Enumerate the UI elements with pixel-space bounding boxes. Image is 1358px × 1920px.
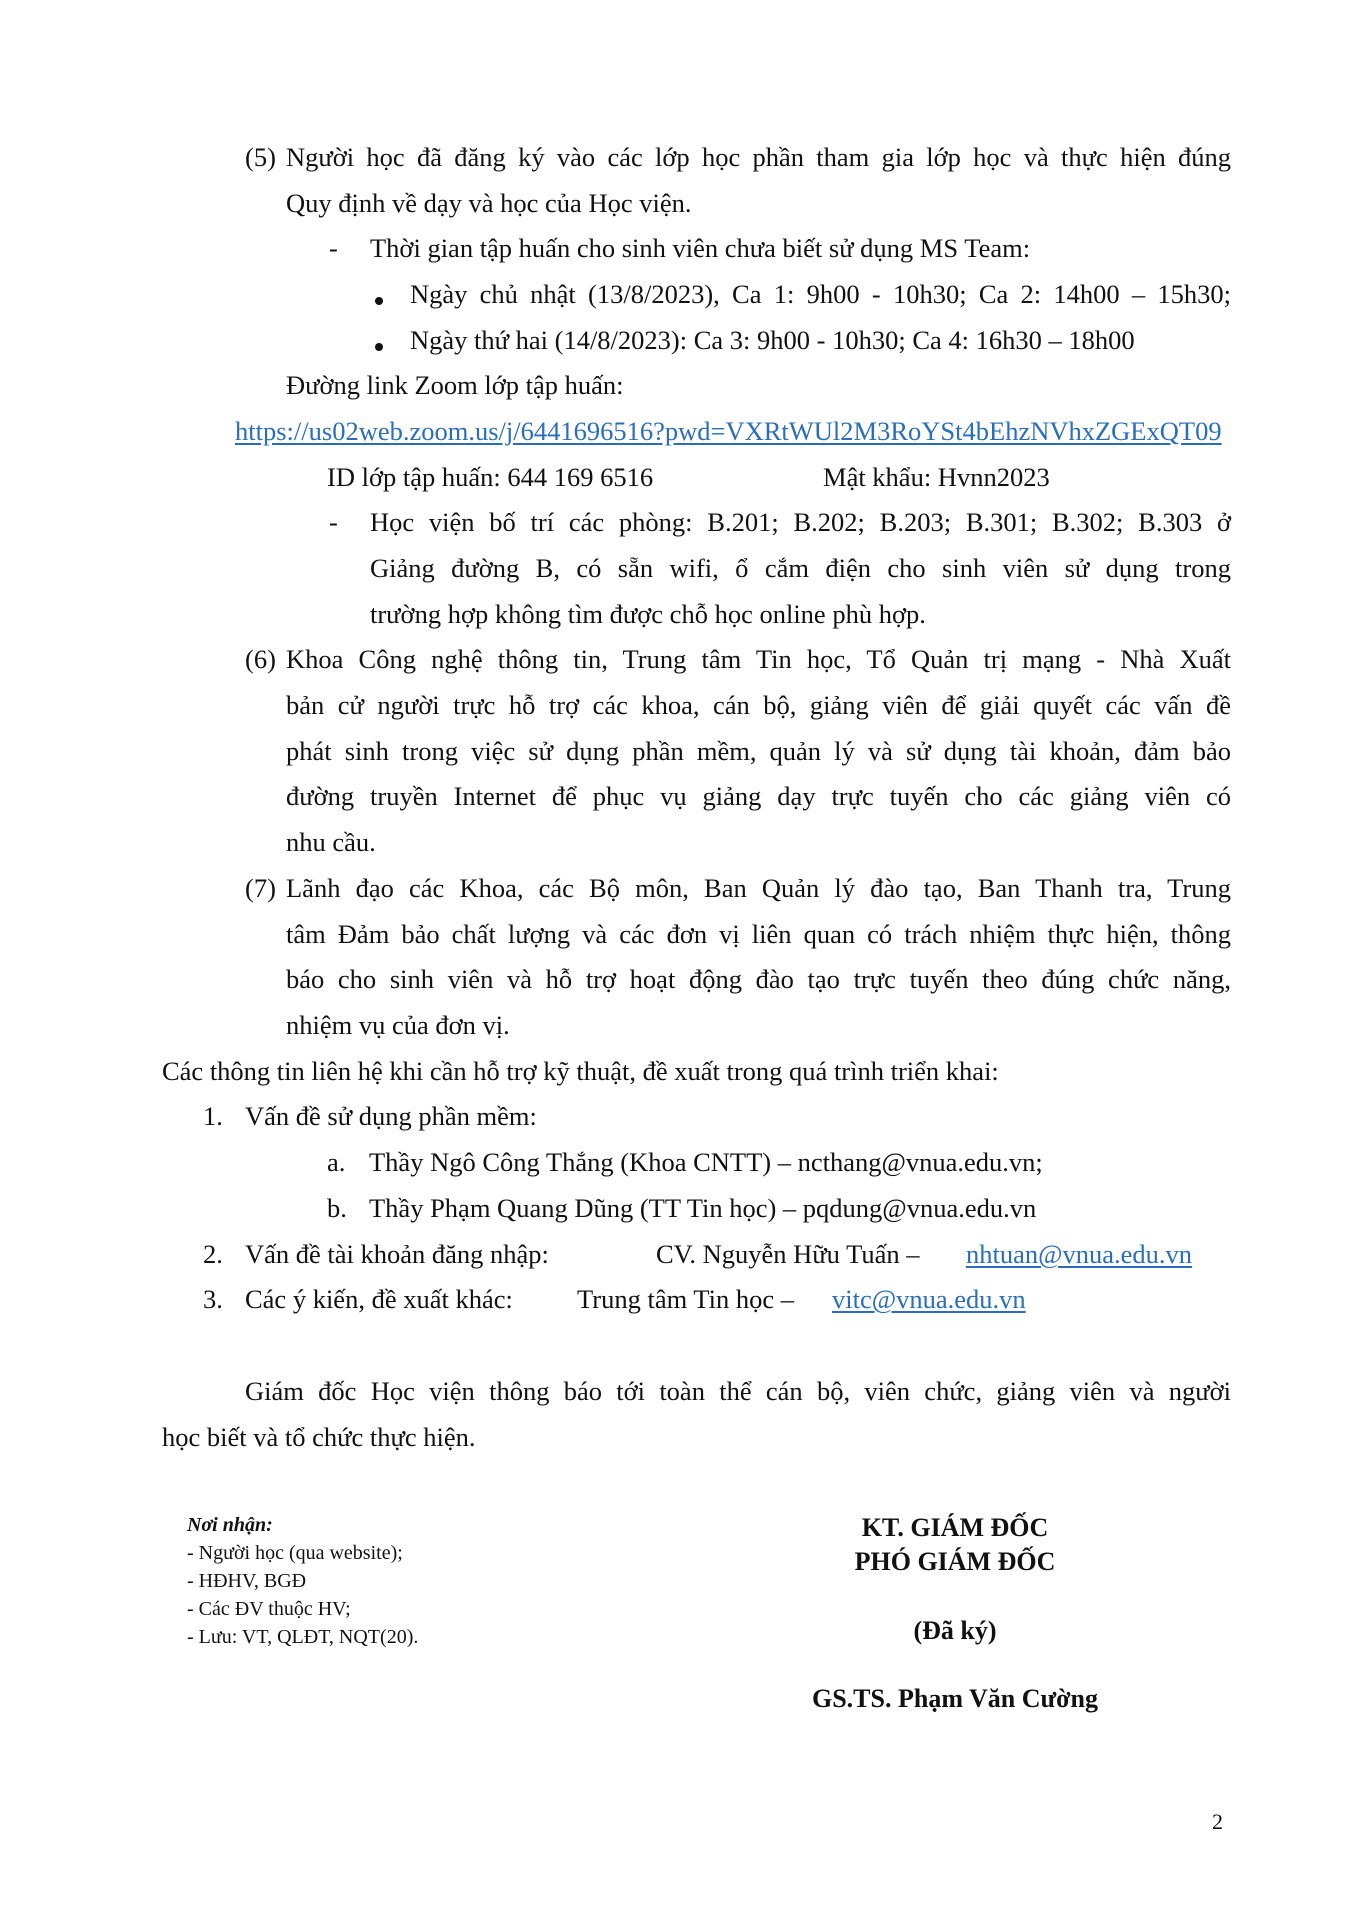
item5-dash: - — [329, 507, 338, 537]
signer-name: GS.TS. Phạm Văn Cường — [812, 1684, 1098, 1713]
contact2-email-link[interactable]: nhtuan@vnua.edu.vn — [966, 1239, 1193, 1269]
session-sunday: Ngày chủ nhật (13/8/2023), Ca 1: 9h00 - 10h30; Ca 2: 14h00 – 15h30; — [410, 279, 1231, 309]
contact2-person: CV. Nguyễn Hữu Tuấn – — [656, 1239, 920, 1269]
contact1-number: 1. — [203, 1101, 223, 1131]
recipient-item: - HĐHV, BGĐ — [187, 1570, 307, 1592]
contacts-intro: Các thông tin liên hệ khi cần hỗ trợ kỹ thuật, đề xuất trong quá trình triển khai: — [162, 1056, 999, 1086]
zoom-link[interactable]: https://us02web.zoom.us/j/6441696516?pwd=VXRtWUl2M3RoYSt4bEhzNVhxZGExQT09 — [235, 416, 1222, 446]
item6-line: nhu cầu. — [286, 827, 376, 857]
training-intro: Thời gian tập huấn cho sinh viên chưa biết sử dụng MS Team: — [370, 233, 1031, 263]
contact1b-text: Thầy Phạm Quang Dũng (TT Tin học) – pqdung@vnua.edu.vn — [369, 1193, 1037, 1223]
item6-marker: (6) — [245, 644, 276, 674]
bullet-icon — [375, 297, 383, 305]
contact3-number: 3. — [203, 1284, 223, 1314]
signature-title2: PHÓ GIÁM ĐỐC — [854, 1547, 1056, 1576]
item5-line1: Người học đã đăng ký vào các lớp học phần tham gia lớp học và thực hiện đúng — [286, 142, 1231, 172]
recipient-item: - Lưu: VT, QLĐT, NQT(20). — [187, 1626, 419, 1648]
closing-line1: Giám đốc Học viện thông báo tới toàn thể cán bộ, viên chức, giảng viên và người — [245, 1376, 1231, 1406]
signature-signed: (Đã ký) — [913, 1616, 997, 1645]
item7-line: tâm Đảm bảo chất lượng và các đơn vị liên quan có trách nhiệm thực hiện, thông — [286, 919, 1231, 949]
contact2-number: 2. — [203, 1239, 223, 1269]
contact1a-letter: a. — [327, 1147, 346, 1177]
rooms-line3: trường hợp không tìm được chỗ học online phù hợp. — [370, 599, 926, 629]
contact3-label: Các ý kiến, đề xuất khác: — [245, 1284, 513, 1314]
zoom-password: Mật khẩu: Hvnn2023 — [823, 462, 1050, 492]
session-monday: Ngày thứ hai (14/8/2023): Ca 3: 9h00 - 10h30; Ca 4: 16h30 – 18h00 — [410, 325, 1135, 355]
contact3-person: Trung tâm Tin học – — [577, 1284, 794, 1314]
item5-marker: (5) — [245, 142, 276, 172]
item7-marker: (7) — [245, 873, 276, 903]
item5-line2: Quy định về dạy và học của Học viện. — [286, 188, 692, 218]
bullet-icon — [375, 343, 383, 351]
item5-dash: - — [329, 233, 338, 263]
signature-title1: KT. GIÁM ĐỐC — [861, 1513, 1049, 1542]
contact1-label: Vấn đề sử dụng phần mềm: — [245, 1101, 537, 1131]
zoom-link-label: Đường link Zoom lớp tập huấn: — [286, 370, 624, 400]
closing-line2: học biết và tổ chức thực hiện. — [162, 1422, 476, 1452]
item6-line: phát sinh trong việc sử dụng phần mềm, quản lý và sử dụng tài khoản, đảm bảo — [286, 736, 1231, 766]
contact1b-letter: b. — [327, 1193, 347, 1223]
contact1a-text: Thầy Ngô Công Thắng (Khoa CNTT) – ncthang@vnua.edu.vn; — [369, 1147, 1043, 1177]
item6-line: đường truyền Internet để phục vụ giảng dạy trực tuyến cho các giảng viên có — [286, 781, 1231, 811]
item7-line: Lãnh đạo các Khoa, các Bộ môn, Ban Quản lý đào tạo, Ban Thanh tra, Trung — [286, 873, 1231, 903]
item6-line: bản cử người trực hỗ trợ các khoa, cán bộ, giảng viên để giải quyết các vấn đề — [286, 690, 1231, 720]
recipient-item: - Người học (qua website); — [187, 1542, 403, 1564]
rooms-line1: Học viện bố trí các phòng: B.201; B.202; B.203; B.301; B.302; B.303 ở — [370, 507, 1231, 537]
item7-line: nhiệm vụ của đơn vị. — [286, 1010, 510, 1040]
contact2-label: Vấn đề tài khoản đăng nhập: — [245, 1239, 549, 1269]
recipients-title: Nơi nhận: — [187, 1514, 273, 1536]
item7-line: báo cho sinh viên và hỗ trợ hoạt động đào tạo trực tuyến theo đúng chức năng, — [286, 964, 1231, 994]
rooms-line2: Giảng đường B, có sẵn wifi, ổ cắm điện cho sinh viên sử dụng trong — [370, 553, 1231, 583]
contact3-email-link[interactable]: vitc@vnua.edu.vn — [832, 1284, 1026, 1314]
zoom-id: ID lớp tập huấn: 644 169 6516 — [327, 462, 654, 492]
item6-line: Khoa Công nghệ thông tin, Trung tâm Tin học, Tổ Quản trị mạng - Nhà Xuất — [286, 644, 1231, 674]
recipient-item: - Các ĐV thuộc HV; — [187, 1598, 351, 1620]
page-number: 2 — [1212, 1809, 1223, 1834]
